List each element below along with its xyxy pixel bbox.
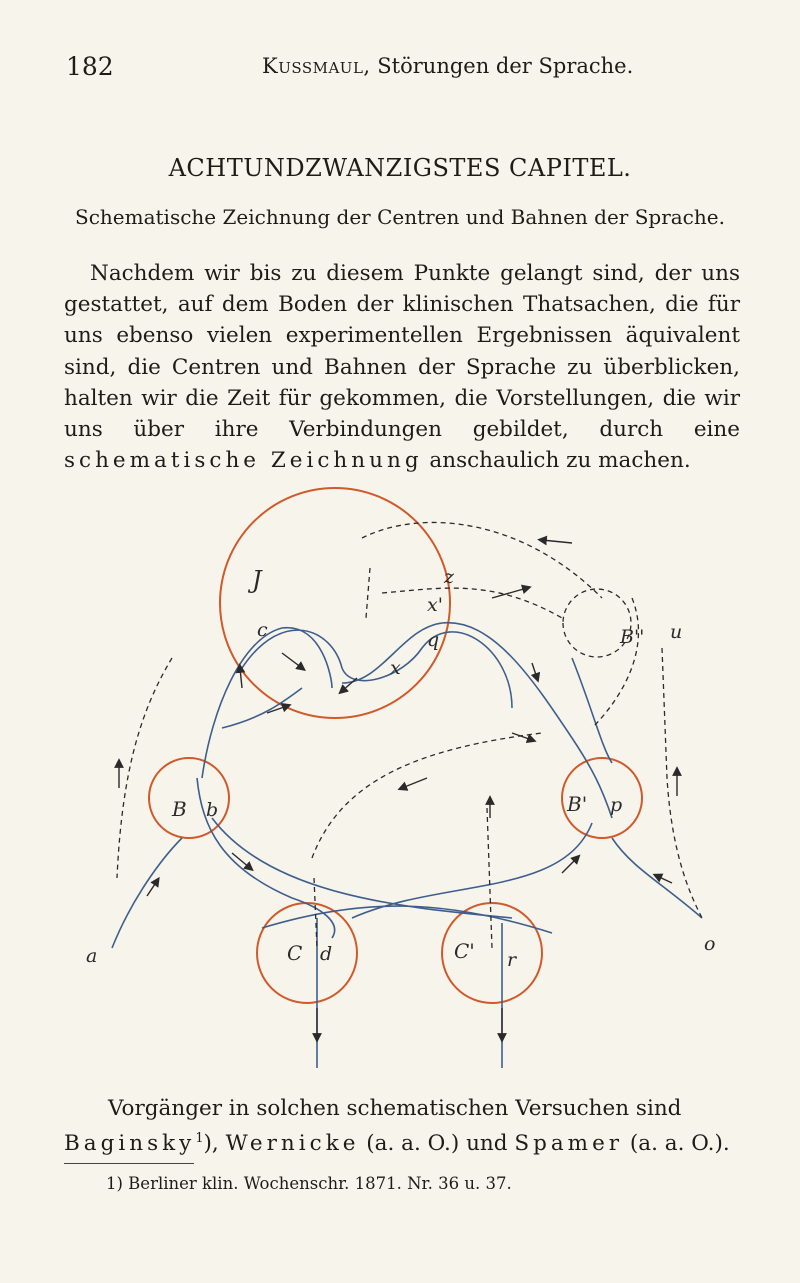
label-q: q <box>427 629 440 651</box>
label-r: r <box>507 949 517 971</box>
label-z: z <box>444 566 455 588</box>
after-figure-text <box>64 1094 754 1159</box>
name-baginsky: Baginsky <box>64 1131 196 1157</box>
arrow-right-diag <box>512 733 532 740</box>
footnote-mark: 1 <box>195 1131 204 1146</box>
label-x-prime: x' <box>427 594 443 616</box>
paragraph-text-end: anschaulich zu machen. <box>429 448 691 474</box>
label-x: x <box>390 657 401 679</box>
pathways <box>112 623 702 1068</box>
name-spamer: Spamer <box>514 1131 624 1157</box>
after-text-mid: ), <box>203 1131 226 1157</box>
path-x-cross <box>342 623 612 818</box>
label-c: c <box>257 619 268 641</box>
chapter-title: ACHTUNDZWANZIGSTES CAPITEL. <box>168 154 632 182</box>
path-p-to-o <box>612 838 702 918</box>
label-d: d <box>320 943 333 965</box>
label-B-double-prime: B'' <box>620 626 645 648</box>
after-ref2: (a. a. O.). <box>623 1131 730 1157</box>
after-text-start: Vorgänger in solchen schematischen Versuchen sind <box>108 1096 682 1121</box>
chapter-subtitle: Schematische Zeichnung der Centren und Bahnen der Sprache. <box>75 205 725 229</box>
running-head-author: Kussmaul, <box>262 54 371 78</box>
path-B-to-Cprime <box>212 818 512 918</box>
footnote: 1) Berliner klin. Wochenschr. 1871. Nr. 36 u. 37. <box>106 1174 512 1193</box>
path-Bprime-to-C <box>352 823 592 918</box>
path-a-to-B <box>112 838 182 948</box>
dashed-u-arc <box>592 598 638 728</box>
dashed-right <box>662 648 702 918</box>
label-B-prime: B' <box>567 792 588 816</box>
emphasis-text: schematische Zeichnung <box>64 448 423 474</box>
arrow-Bprime-diag <box>562 858 577 873</box>
figure-labels <box>86 566 715 971</box>
label-J: J <box>252 566 262 594</box>
label-C: C <box>287 941 303 965</box>
dashed-mid-arc <box>382 588 562 618</box>
dashed-z-line <box>366 568 370 618</box>
page-number: 182 <box>66 52 114 81</box>
dashed-top-arc <box>362 522 602 598</box>
label-a: a <box>86 945 98 967</box>
arrow-a <box>147 881 157 896</box>
arrow-center <box>402 778 427 788</box>
circle-B <box>149 758 229 838</box>
path-q-loop <box>202 628 332 778</box>
label-p: p <box>610 794 623 816</box>
after-ref1: (a. a. O.) und <box>359 1131 515 1157</box>
dashed-Cprime-vertical <box>487 808 492 948</box>
running-head <box>262 54 633 78</box>
label-C-prime: C' <box>454 939 475 963</box>
arrow-top <box>542 540 572 543</box>
arrow-b-down <box>232 853 250 868</box>
label-u: u <box>670 621 683 643</box>
dashed-connections <box>117 522 702 948</box>
running-head-title: Störungen der Sprache. <box>377 54 634 78</box>
paragraph-text-start: Nachdem wir bis zu diesem Punkte gelangt sind, der uns gestattet, auf dem Boden der klinischen Thatsachen, die für uns ebenso vielen experimentellen Ergebnissen äquivalent sind, die Centren und Bahnen der Sprache zu überblicken, halten wir die Zeit für gekommen, die Vorstellungen, die wir uns über ihre Verbindungen gebildet, durch eine <box>64 261 740 443</box>
body-paragraph <box>64 258 740 476</box>
schematic-figure <box>86 478 742 1078</box>
circle-J <box>220 488 450 718</box>
arrow-o <box>657 876 672 883</box>
arrows <box>119 540 677 1038</box>
label-B: B <box>172 797 187 821</box>
arrow-c <box>282 653 302 668</box>
page-header <box>66 52 746 92</box>
dashed-center-curve <box>312 733 542 858</box>
path-C-horizontal <box>262 906 552 933</box>
circle-C <box>257 903 357 1003</box>
label-b: b <box>206 799 219 821</box>
arrow-mid <box>492 588 527 598</box>
footnote-rule <box>64 1163 194 1164</box>
arrow-x-right <box>532 663 537 678</box>
schematic-diagram <box>86 478 742 1078</box>
label-o: o <box>704 933 716 955</box>
arrow-x <box>342 678 357 691</box>
centre-circles <box>149 488 645 1003</box>
name-wernicke: Wernicke <box>225 1131 360 1157</box>
